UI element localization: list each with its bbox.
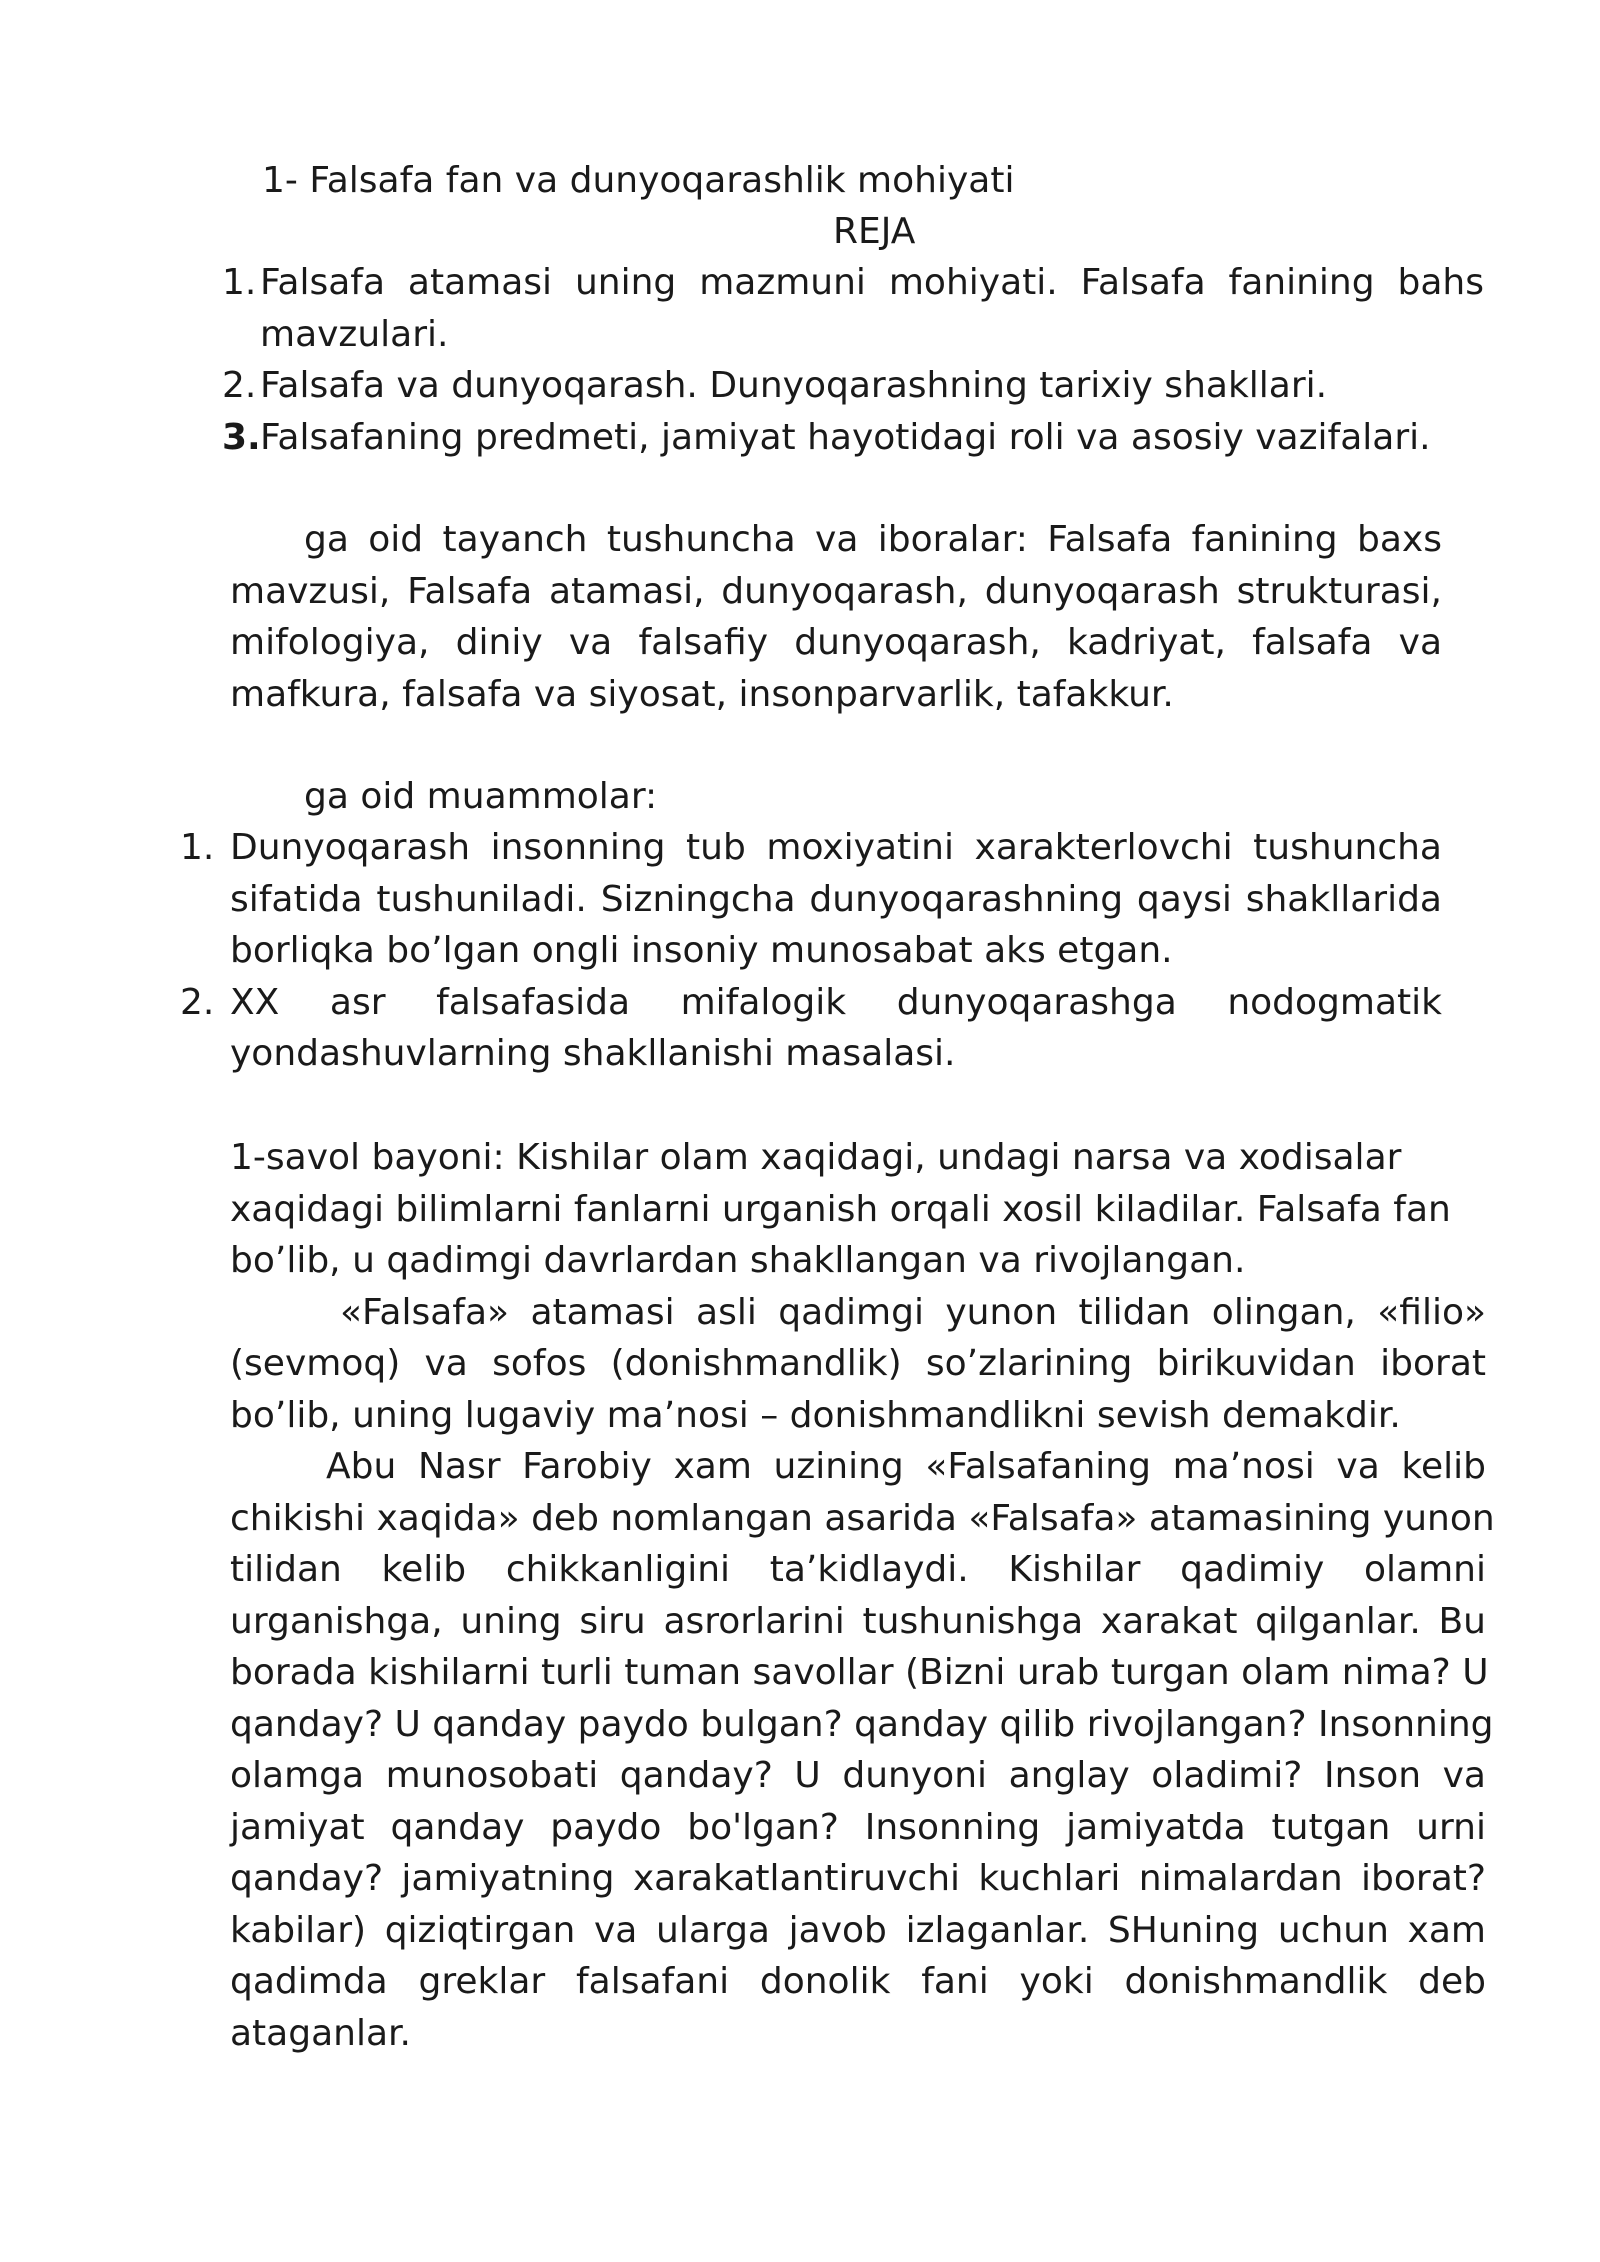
- paragraph-line: mavzusi, Falsafa atamasi, dunyoqarash, dunyoqarash strukturasi,: [230, 570, 1442, 612]
- problem-line: Dunyoqarash insonning tub moxiyatini xarakterlovchi tushuncha: [230, 827, 1442, 868]
- plan-title: REJA: [833, 211, 916, 252]
- problem-item-number: 2.: [180, 981, 215, 1023]
- problem-line: sifatida tushuniladi. Sizningcha dunyoqarashning qaysi shakllarida: [230, 878, 1442, 920]
- plan-item-1: [222, 257, 1484, 360]
- plan-item-3: [222, 412, 1484, 464]
- problem-item-1: [180, 822, 1442, 977]
- answer-line: «Falsafa» atamasi asli qadimgi yunon tilidan olingan, «filio»: [340, 1291, 1486, 1333]
- problem-item-2: [180, 977, 1442, 1080]
- answer-line: xaqidagi bilimlarni fanlarni urganish orqali xosil kiladilar. Falsafa fan: [230, 1188, 1451, 1230]
- problem-item-number: 1.: [180, 827, 215, 868]
- answer-line: chikishi xaqida» deb nomlangan asarida «Falsafa» atamasining yunon: [230, 1497, 1495, 1539]
- answer-line: bo’lib, u qadimgi davrlardan shakllangan va rivojlangan.: [230, 1240, 1246, 1281]
- plan-item-2: [222, 360, 1484, 412]
- answer-line: tilidan kelib chikkanligini ta’kidlaydi. Kishilar qadimiy olamni: [230, 1549, 1486, 1590]
- plan-item-line: Falsafa atamasi uning mazmuni mohiyati. Falsafa fanining bahs: [260, 262, 1484, 303]
- answer-body: [230, 1132, 1495, 2059]
- answer-line: qadimda greklar falsafani donolik fani yoki donishmandlik deb: [230, 1961, 1486, 2002]
- answer-line: jamiyat qanday paydo bo'lgan? Insonning jamiyatda tutgan urni: [230, 1806, 1486, 1848]
- problem-line: borliqka bo’lgan ongli insoniy munosabat aks etgan.: [230, 930, 1173, 971]
- answer-line: olamga munosobati qanday? U dunyoni anglay oladimi? Inson va: [230, 1755, 1486, 1796]
- paragraph-line: mafkura, falsafa va siyosat, insonparvarlik, tafakkur.: [230, 673, 1174, 715]
- paragraph-line: mifologiya, diniy va falsafiy dunyoqarash, kadriyat, falsafa va: [230, 622, 1442, 663]
- plan-item-number: 1.: [222, 262, 257, 303]
- answer-line: qanday? U qanday paydo bulgan? qanday qilib rivojlangan? Insonning: [230, 1703, 1494, 1745]
- plan-item-line: Falsafaning predmeti, jamiyat hayotidagi roli va asosiy vazifalari.: [260, 416, 1431, 458]
- answer-line: borada kishilarni turli tuman savollar (Bizni urab turgan olam nima? U: [230, 1652, 1489, 1693]
- problem-line: XX asr falsafasida mifalogik dunyoqarashga nodogmatik: [230, 981, 1442, 1023]
- plan-item-line: mavzulari.: [260, 313, 449, 355]
- answer-line: ataganlar.: [230, 2012, 411, 2054]
- plan-item-line: Falsafa va dunyoqarash. Dunyoqarashning tarixiy shakllari.: [260, 365, 1328, 406]
- plan-item-number: 3.: [222, 416, 261, 458]
- answer-line: bo’lib, uning lugaviy ma’nosi – donishmandlikni sevish demakdir.: [230, 1394, 1401, 1436]
- plan-list: [222, 257, 1484, 463]
- answer-line: Abu Nasr Farobiy xam uzining «Falsafaning ma’nosi va kelib: [326, 1446, 1486, 1487]
- document-heading: 1- Falsafa fan va dunyoqarashlik mohiyati: [262, 160, 1015, 201]
- key-concepts-paragraph: [230, 514, 1442, 720]
- answer-line: qanday? jamiyatning xarakatlantiruvchi kuchlari nimalardan iborat?: [230, 1858, 1486, 1899]
- paragraph-line: ga oid tayanch tushuncha va iboralar: Falsafa fanining baxs: [304, 519, 1442, 560]
- answer-line: (sevmoq) va sofos (donishmandlik) so’zlarining birikuvidan iborat: [230, 1343, 1486, 1384]
- problem-line: yondashuvlarning shakllanishi masalasi.: [230, 1033, 956, 1074]
- problems-list: [180, 822, 1442, 1080]
- answer-line: kabilar) qiziqtirgan va ularga javob izlaganlar. SHuning uchun xam: [230, 1909, 1486, 1951]
- problems-title: ga oid muammolar:: [304, 776, 658, 817]
- plan-item-number: 2.: [222, 365, 257, 406]
- answer-line: 1-savol bayoni: Kishilar olam xaqidagi, undagi narsa va xodisalar: [230, 1137, 1402, 1178]
- answer-line: urganishga, uning siru asrorlarini tushunishga xarakat qilganlar. Bu: [230, 1600, 1486, 1642]
